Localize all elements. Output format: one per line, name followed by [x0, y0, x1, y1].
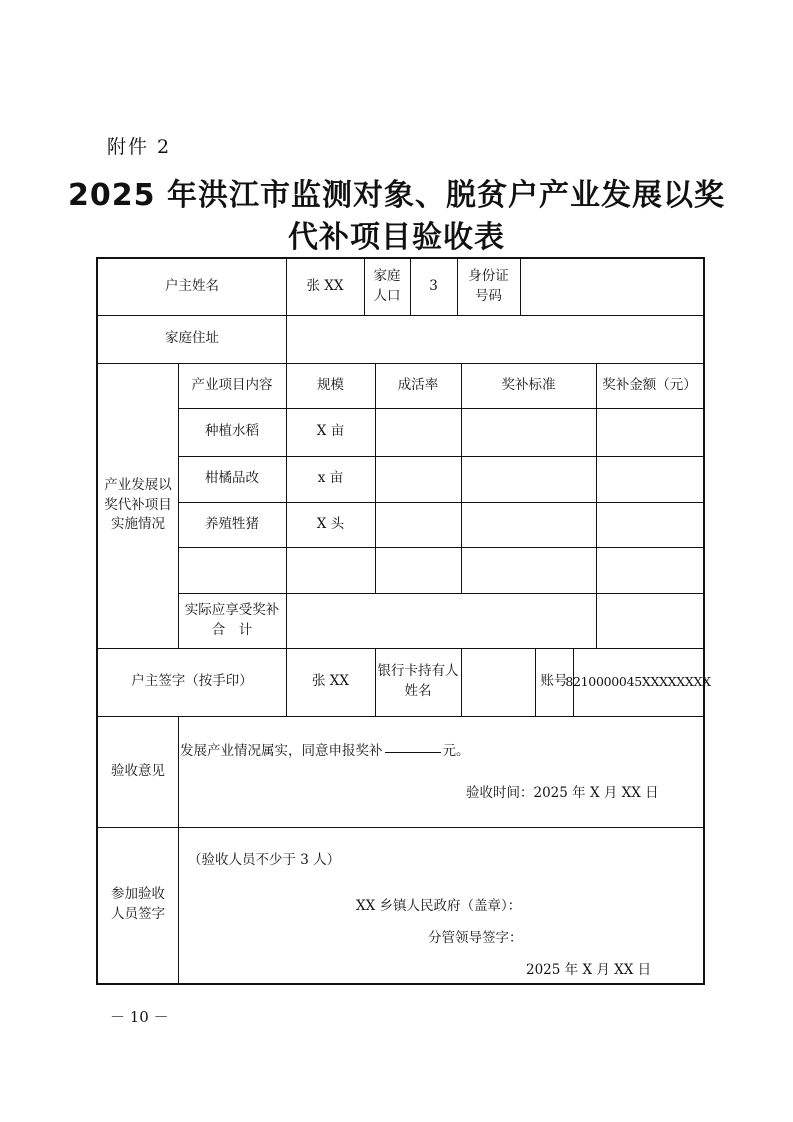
header-standard: 奖补标准 — [501, 376, 556, 393]
project-content: 柑橘品改 — [205, 470, 259, 487]
project-amount — [596, 547, 703, 593]
page-title: 2025 年洪江市监测对象、脱贫户产业发展以奖 — [68, 178, 725, 213]
inspectors-label: 参加验收 人员签字 — [111, 886, 165, 922]
project-standard — [461, 408, 596, 456]
government-seal: XX 乡镇人民政府（盖章）： — [356, 898, 522, 915]
family-size-value: 3 — [429, 278, 438, 295]
project-amount — [596, 408, 703, 456]
inspectors-date: 2025 年 X 月 XX 日 — [526, 962, 652, 979]
implementation-section-label: 产业发展以 奖代补项目 实施情况 — [104, 477, 172, 533]
project-survival-rate — [375, 547, 461, 593]
header-amount: 奖补金额（元） — [602, 376, 697, 393]
project-standard — [461, 456, 596, 502]
project-survival-rate — [375, 502, 461, 547]
amount-blank-line — [385, 751, 441, 753]
project-scale: X 亩 — [316, 423, 345, 440]
project-standard — [461, 502, 596, 547]
project-content — [178, 547, 286, 593]
total-label: 实际应享受奖补 合 计 — [184, 601, 280, 638]
household-head-value: 张 XX — [306, 278, 344, 295]
acceptance-text-after: 元。 — [442, 743, 470, 760]
project-content: 养殖牲猪 — [205, 515, 259, 532]
project-standard — [461, 547, 596, 593]
header-scale: 规模 — [317, 376, 344, 393]
acceptance-time: 验收时间：2025 年 X 月 XX 日 — [466, 785, 659, 802]
leader-signature: 分管领导签字： — [428, 930, 523, 947]
project-amount — [596, 456, 703, 502]
signature-value: 张 XX — [311, 673, 349, 690]
page-number: － 10 － — [110, 1008, 169, 1026]
account-value: 8210000045XXXXXXXX — [565, 673, 711, 689]
project-survival-rate — [375, 456, 461, 502]
id-number-value — [520, 259, 703, 315]
project-amount — [596, 502, 703, 547]
acceptance-form — [96, 257, 711, 985]
project-scale — [286, 547, 375, 593]
project-survival-rate — [375, 408, 461, 456]
attachment-label: 附件 2 — [107, 136, 172, 158]
household-head-label: 户主姓名 — [165, 278, 219, 295]
bank-holder-label: 银行卡持有人 姓名 — [377, 663, 459, 699]
family-size-label: 家庭 人口 — [373, 268, 401, 304]
signature-label: 户主签字（按手印） — [131, 673, 253, 690]
account-label: 账号 — [540, 673, 568, 690]
inspectors-note: （验收人员不少于 3 人） — [188, 852, 341, 869]
header-project-content: 产业项目内容 — [191, 376, 273, 393]
address-value — [286, 315, 703, 363]
header-survival-rate: 成活率 — [397, 376, 439, 393]
project-scale: x 亩 — [317, 470, 344, 487]
page-title-line2: 代补项目验收表 — [288, 220, 505, 255]
project-scale: X 头 — [316, 515, 345, 532]
address-label: 家庭住址 — [165, 330, 219, 347]
acceptance-label: 验收意见 — [111, 762, 165, 779]
acceptance-statement — [180, 739, 470, 765]
acceptance-text-before: 发展产业情况属实，同意申报奖补 — [180, 743, 383, 760]
project-content: 种植水稻 — [205, 423, 259, 440]
id-number-label: 身份证 号码 — [468, 268, 509, 304]
bank-holder-value — [461, 648, 535, 716]
